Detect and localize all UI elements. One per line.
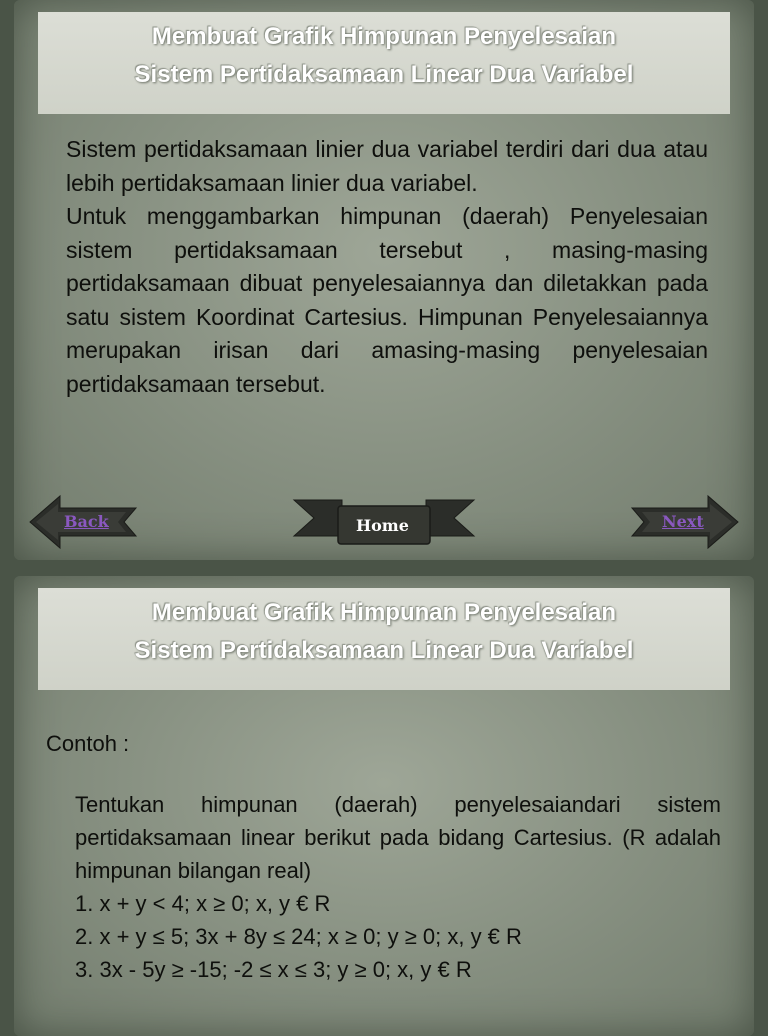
next-button[interactable] — [630, 492, 740, 552]
contoh-label: Contoh : — [46, 731, 130, 756]
slide-1-title — [38, 12, 730, 114]
home-label: Home — [356, 516, 409, 535]
back-button[interactable] — [28, 492, 138, 552]
instruction-text: Tentukan himpunan (daerah) penyelesaiandari sistem pertidaksamaan linear berikut pada bidang Cartesius. (R adalah himpunan bilangan real) — [75, 792, 721, 883]
slide-1-title-line-2: Sistem Pertidaksamaan Linear Dua Variabel — [134, 61, 634, 88]
next-label: Next — [662, 512, 704, 531]
slide-2 — [14, 576, 754, 1036]
problem-item-3: 3. 3x - 5y ≥ -15; -2 ≤ x ≤ 3; y ≥ 0; x, y € R — [75, 957, 472, 982]
slide-2-title-line-2: Sistem Pertidaksamaan Linear Dua Variabel — [134, 637, 634, 664]
slide-1-title-line-1: Membuat Grafik Himpunan Penyelesaian — [151, 23, 617, 50]
back-label: Back — [64, 512, 109, 531]
slide-1 — [14, 0, 754, 560]
slide-1-body — [66, 133, 708, 401]
problem-item-2: 2. x + y ≤ 5; 3x + 8y ≤ 24; x ≥ 0; y ≥ 0; x, y € R — [75, 924, 522, 949]
home-button[interactable] — [292, 496, 476, 548]
problem-item-1: 1. x + y < 4; x ≥ 0; x, y € R — [75, 891, 331, 916]
slide-2-body — [75, 788, 721, 986]
slide-1-paragraph-2: Untuk menggambarkan himpunan (daerah) Penyelesaian sistem pertidaksamaan tersebut , masing-masing pertidaksamaan dibuat penyelesaiannya dan diletakkan pada satu sistem Koordinat Cartesius. Himpunan Penyelesaiannya merupakan irisan dari amasing-masing penyelesaian pertidaksamaan tersebut. — [66, 203, 708, 397]
slide-1-paragraph-1: Sistem pertidaksamaan linier dua variabel terdiri dari dua atau lebih pertidaksamaan linier dua variabel. — [66, 136, 708, 196]
slide-2-title — [38, 588, 730, 690]
slide-2-title-line-1: Membuat Grafik Himpunan Penyelesaian — [151, 599, 617, 626]
